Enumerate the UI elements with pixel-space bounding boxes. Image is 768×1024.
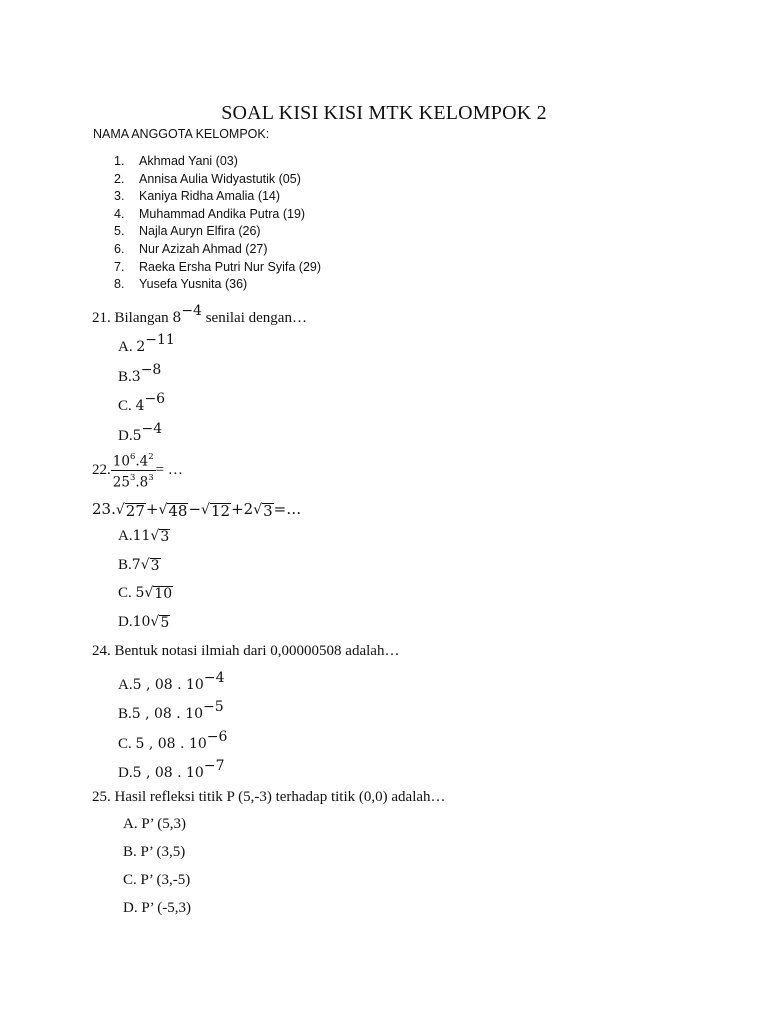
- list-item: 8. Yusefa Yusnita (36): [114, 277, 248, 292]
- document-title: SOAL KISI KISI MTK KELOMPOK 2: [221, 102, 547, 124]
- option-23d: D.10 √ 5: [118, 614, 170, 631]
- question-23: 23. √ 27 + √ 48 − √ 12 +2 √ 3 =…: [92, 500, 302, 520]
- option-23a: A.11 √ 3: [118, 528, 170, 545]
- option-24b: B.5 , 08 . $10^{-5}$: [118, 699, 224, 722]
- radical-sign: √: [150, 528, 160, 544]
- option-24d: D.5 , 08 . $10^{-7}$: [118, 758, 225, 781]
- list-item: 2. Annisa Aulia Widyastutik (05): [114, 171, 301, 186]
- list-item: 4. Muhammad Andika Putra (19): [114, 206, 306, 221]
- option-23b: B.7 √ 3: [118, 557, 160, 574]
- list-item: 6. Nur Azizah Ahmad (27): [114, 241, 268, 256]
- option-24c: C. 5 , 08 . $10^{-6}$: [118, 729, 228, 752]
- question-25: 25. Hasil refleksi titik P (5,-3) terhadap titik (0,0) adalah…: [92, 789, 446, 805]
- radical-sign: √: [253, 502, 263, 518]
- radical-sign: √: [144, 585, 154, 601]
- radical-sign: √: [201, 502, 210, 518]
- option-24a: A.5 , 08 . $10^{-4}$: [118, 670, 225, 693]
- option-25c: C. P’ (3,-5): [123, 872, 191, 888]
- radical-sign: √: [140, 557, 150, 573]
- option-25b: B. P’ (3,5): [123, 844, 186, 860]
- fraction: $\frac{10^6.4^2}{25^3.8^3}$: [112, 452, 154, 490]
- list-item: 5. Najla Auryn Elfira (26): [114, 224, 261, 239]
- option-23c: C. 5 √ 10: [118, 585, 173, 602]
- question-22: 22. $\frac{10^6.4^2}{25^3.8^3}$ = …: [92, 452, 183, 490]
- radical-sign: √: [158, 502, 168, 518]
- members-heading: NAMA ANGGOTA KELOMPOK:: [93, 127, 270, 141]
- radical-sign: √: [115, 502, 125, 518]
- list-item: 7. Raeka Ersha Putri Nur Syifa (29): [114, 259, 322, 274]
- question-21: 21. Bilangan $8^{-4}$ senilai dengan…: [92, 303, 307, 326]
- list-item: 1. Akhmad Yani (03): [114, 154, 238, 168]
- option-21d: $D.5^{-4}$: [118, 421, 163, 444]
- question-24: 24. Bentuk notasi ilmiah dari 0,00000508 adalah…: [92, 643, 400, 659]
- option-25d: D. P’ (-5,3): [123, 900, 192, 916]
- list-item: 3. Kaniya Ridha Amalia (14): [114, 189, 281, 204]
- option-21a: A. $2^{-11}$: [118, 332, 175, 355]
- members-list: [114, 153, 321, 294]
- radical-sign: √: [150, 614, 160, 630]
- option-25a: A. P’ (5,3): [123, 816, 187, 832]
- option-21c: C. $4^{-6}$: [118, 391, 166, 414]
- option-21b: $B.3^{-8}$: [118, 362, 162, 385]
